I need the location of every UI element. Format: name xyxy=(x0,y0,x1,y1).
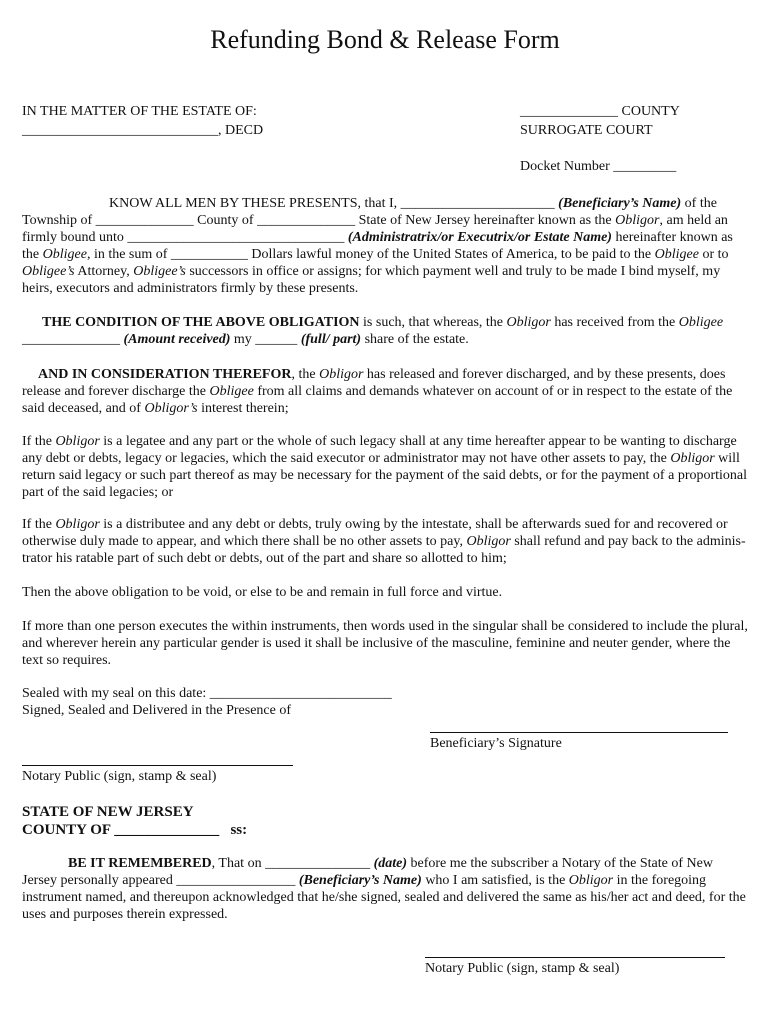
beneficiary-signature-line xyxy=(430,732,728,733)
sealed-date-line: Sealed with my seal on this date: __________________________ xyxy=(22,686,392,701)
consideration-paragraph: AND IN CONSIDERATION THEREFOR, the Obligor has released and forever discharged, and by these presents, does release and forever discharge the Obligee from all claims and demands whatever on account of or in respect to the estate of the said deceased, and of Obligor’s interest therein; xyxy=(22,367,733,416)
be-it-remembered-paragraph: BE IT REMEMBERED, That on _______________ (date) before me the subscriber a Notary of the State of New Jersey personally appeared _________________ (Beneficiary’s Name) who I am satisfied, is the Obligor in the foregoing instrument named, and thereupon acknowledged that he/she signed, sealed and delivered the same as his/her act and deed, for the uses and purposes therein expressed. xyxy=(22,856,746,922)
legatee-paragraph: If the Obligor is a legatee and any part or the whole of such legacy shall at any time hereafter appear to be wanting to discharge any debt or debts, legacy or legacies, which the said executor or administrator may not have other assets to pay, the Obligor will return said legacy or such part thereof as may be necessary for the payment of the said debts, or for the payment of a proportional part of the said legacies; or xyxy=(22,434,748,500)
condition-paragraph: THE CONDITION OF THE ABOVE OBLIGATION is such, that whereas, the Obligor has received from the Obligee ______________ (Amount received) my ______ (full/ part) share of the estate. xyxy=(22,315,724,347)
signed-presence-label: Signed, Sealed and Delivered in the Presence of xyxy=(22,703,292,718)
void-obligation-paragraph: Then the above obligation to be void, or else to be and remain in full force and virtue. xyxy=(22,585,503,600)
know-all-men-paragraph: KNOW ALL MEN BY THESE PRESENTS, that I, ______________________ (Beneficiary’s Name) of the Township of ______________ County of ______________ State of New Jersey hereinafter known as the Obligor, am held an firmly bound unto _______________________________ (Administratrix/or Executrix/or Estate Name) hereinafter known as the Obligee, in the sum of ___________ Dollars lawful money of the United States of America, to be paid to the Obligee or to Obligee’s Attorney, Obligee’s successors in office or assigns; for which payment well and truly to be made I bind myself, my heirs, executors and administrators firmly by these presents. xyxy=(22,196,733,296)
plural-gender-paragraph: If more than one person executes the within instruments, then words used in the singular shall be considered to include the plural, and wherever herein any particular gender is used it shall be inclusive of the masculine, feminine and neuter gender, where the text so requires. xyxy=(22,619,748,668)
county-ss-label: COUNTY OF ______________ ss: xyxy=(22,822,248,838)
notary-signature-line-right xyxy=(425,957,725,958)
form-title: Refunding Bond & Release Form xyxy=(210,25,560,54)
notary-signature-label-left: Notary Public (sign, stamp & seal) xyxy=(22,769,217,784)
notary-signature-line-left xyxy=(22,765,293,766)
distributee-paragraph: If the Obligor is a distributee and any debt or debts, truly owing by the intestate, shall be afterwards sued for and recovered or otherwise duly made to appear, and which there shall be no other assets to pay, Obligor shall refund and pay back to the adminis-trator his ratable part of such debt or debts, out of the part and share so allotted to him; xyxy=(22,517,746,566)
notary-signature-label-right: Notary Public (sign, stamp & seal) xyxy=(425,961,620,976)
decedent-name-line: ____________________________, DECD xyxy=(22,123,264,138)
estate-matter-label: IN THE MATTER OF THE ESTATE OF: xyxy=(22,104,257,119)
county-line: ______________ COUNTY xyxy=(520,104,680,119)
beneficiary-signature-label: Beneficiary’s Signature xyxy=(430,736,562,751)
surrogate-court-label: SURROGATE COURT xyxy=(520,123,653,138)
state-label: STATE OF NEW JERSEY xyxy=(22,804,194,820)
docket-number-line: Docket Number _________ xyxy=(520,159,677,174)
